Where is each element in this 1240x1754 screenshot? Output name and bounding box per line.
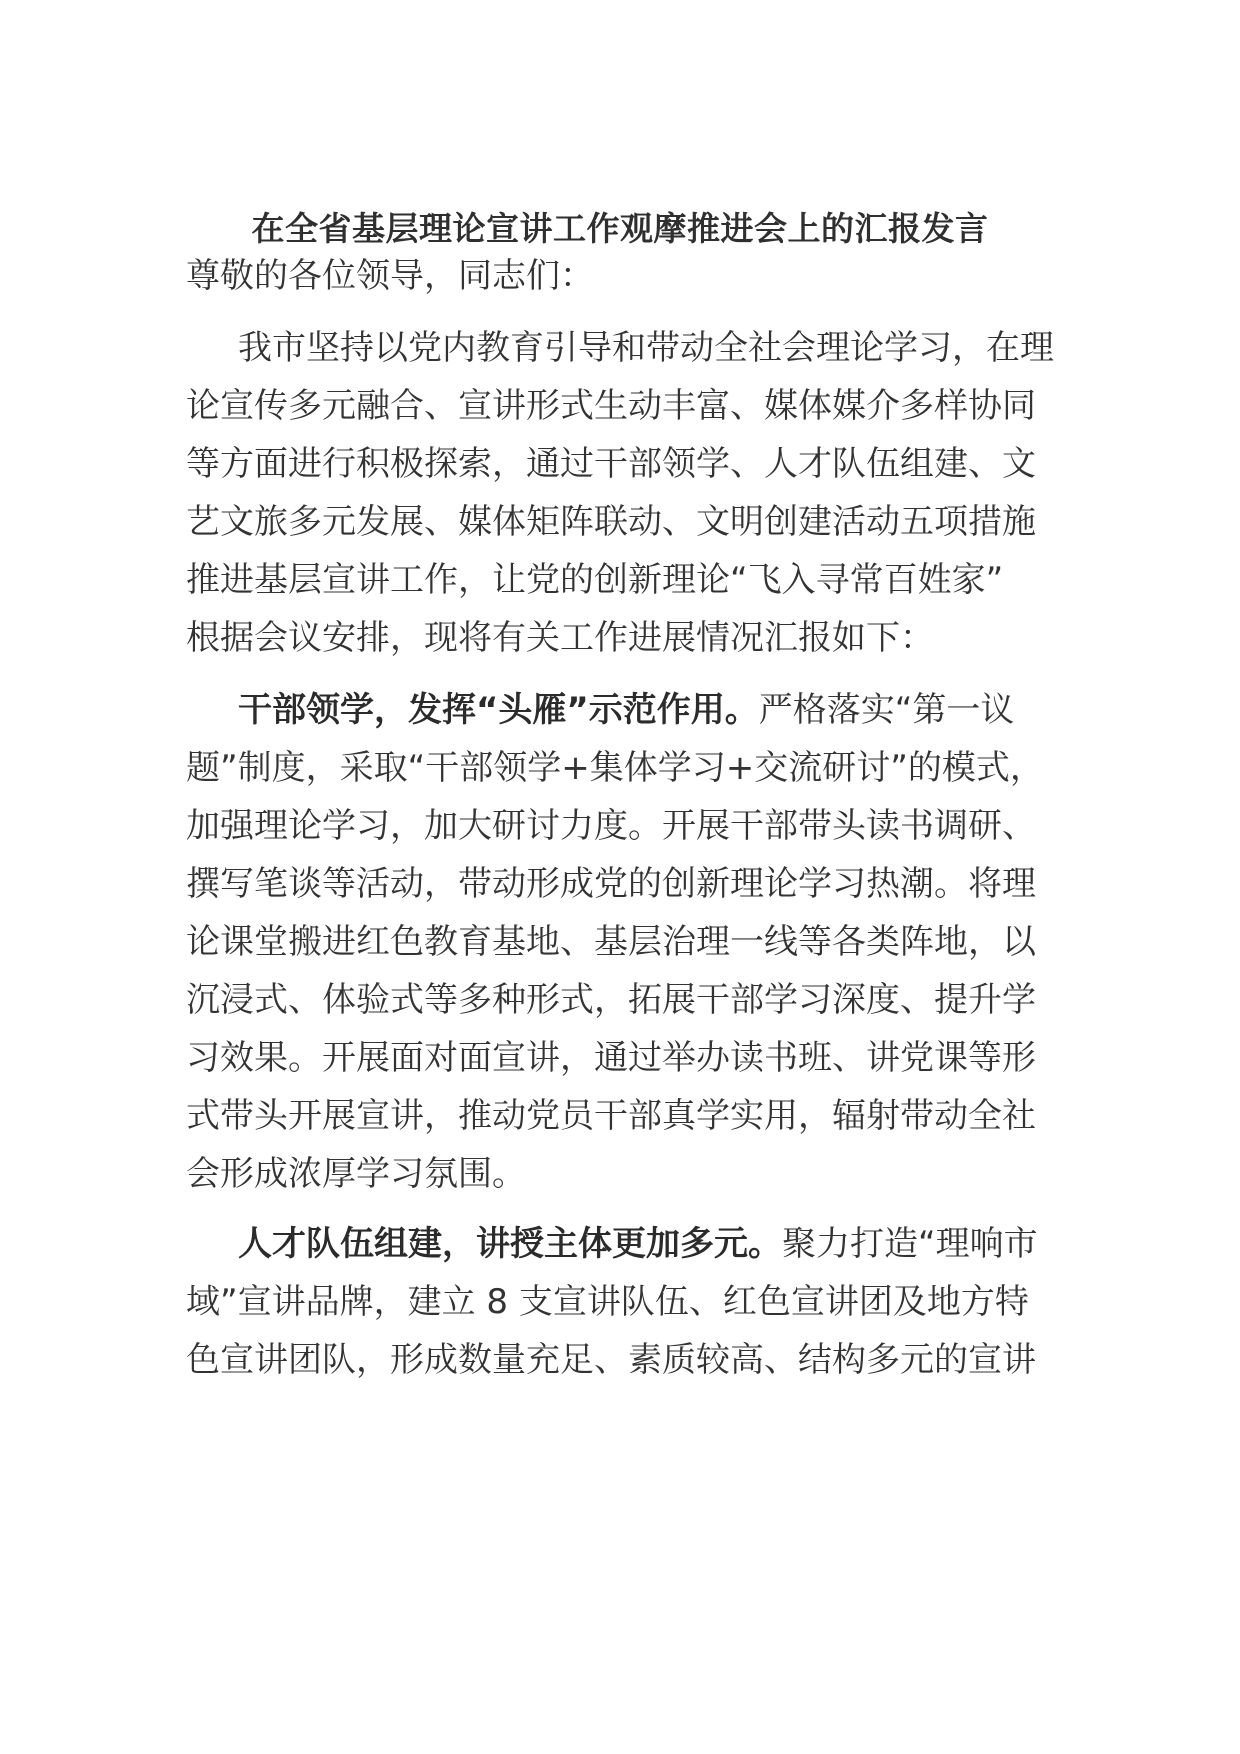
section2-line: 域”宣讲品牌，建立 8 支宣讲队伍、红色宣讲团及地方特 [186, 1282, 1029, 1322]
intro-line: 根据会议安排，现将有关工作进展情况汇报如下： [186, 618, 934, 658]
section1-line: 论课堂搬进红色教育基地、基层治理一线等各类阵地，以 [186, 922, 1036, 962]
section1-line: 撰写笔谈等活动，带动形成党的创新理论学习热潮。将理 [186, 864, 1036, 904]
document-title: 在全省基层理论宣讲工作观摩推进会上的汇报发言 [251, 209, 989, 248]
section1-line: 题”制度，采取“干部领学+集体学习+交流研讨”的模式， [186, 748, 1044, 788]
section1-heading: 干部领学，发挥“头雁”示范作用。 [238, 690, 759, 730]
section1-line: 式带头开展宣讲，推动党员干部真学实用，辐射带动全社 [186, 1096, 1036, 1136]
section1-first-line-text: 严格落实“第一议 [758, 690, 1015, 730]
section2-first-line [238, 1220, 1118, 1268]
intro-line: 艺文旅多元发展、媒体矩阵联动、文明创建活动五项措施 [186, 502, 1036, 542]
intro-line: 我市坚持以党内教育引导和带动全社会理论学习，在理 [238, 328, 1054, 368]
intro-line: 等方面进行积极探索，通过干部领学、人才队伍组建、文 [186, 444, 1036, 484]
intro-line: 论宣传多元融合、宣讲形式生动丰富、媒体媒介多样协同 [186, 386, 1036, 426]
section1-line: 沉浸式、体验式等多种形式，拓展干部学习深度、提升学 [186, 980, 1036, 1020]
section2-first-line-text: 聚力打造“理响市 [782, 1224, 1038, 1264]
section1-line: 习效果。开展面对面宣讲，通过举办读书班、讲党课等形 [186, 1038, 1036, 1078]
section2-heading: 人才队伍组建，讲授主体更加多元。 [238, 1224, 782, 1264]
section2-line: 色宣讲团队，形成数量充足、素质较高、结构多元的宣讲 [186, 1340, 1036, 1380]
section1-line: 加强理论学习，加大研讨力度。开展干部带头读书调研、 [186, 806, 1036, 846]
intro-line: 推进基层宣讲工作，让党的创新理论“飞入寻常百姓家” [186, 560, 1004, 600]
section1-line: 会形成浓厚学习氛围。 [186, 1154, 526, 1194]
salutation: 尊敬的各位领导，同志们： [186, 256, 594, 296]
section1-first-line [238, 686, 1118, 734]
